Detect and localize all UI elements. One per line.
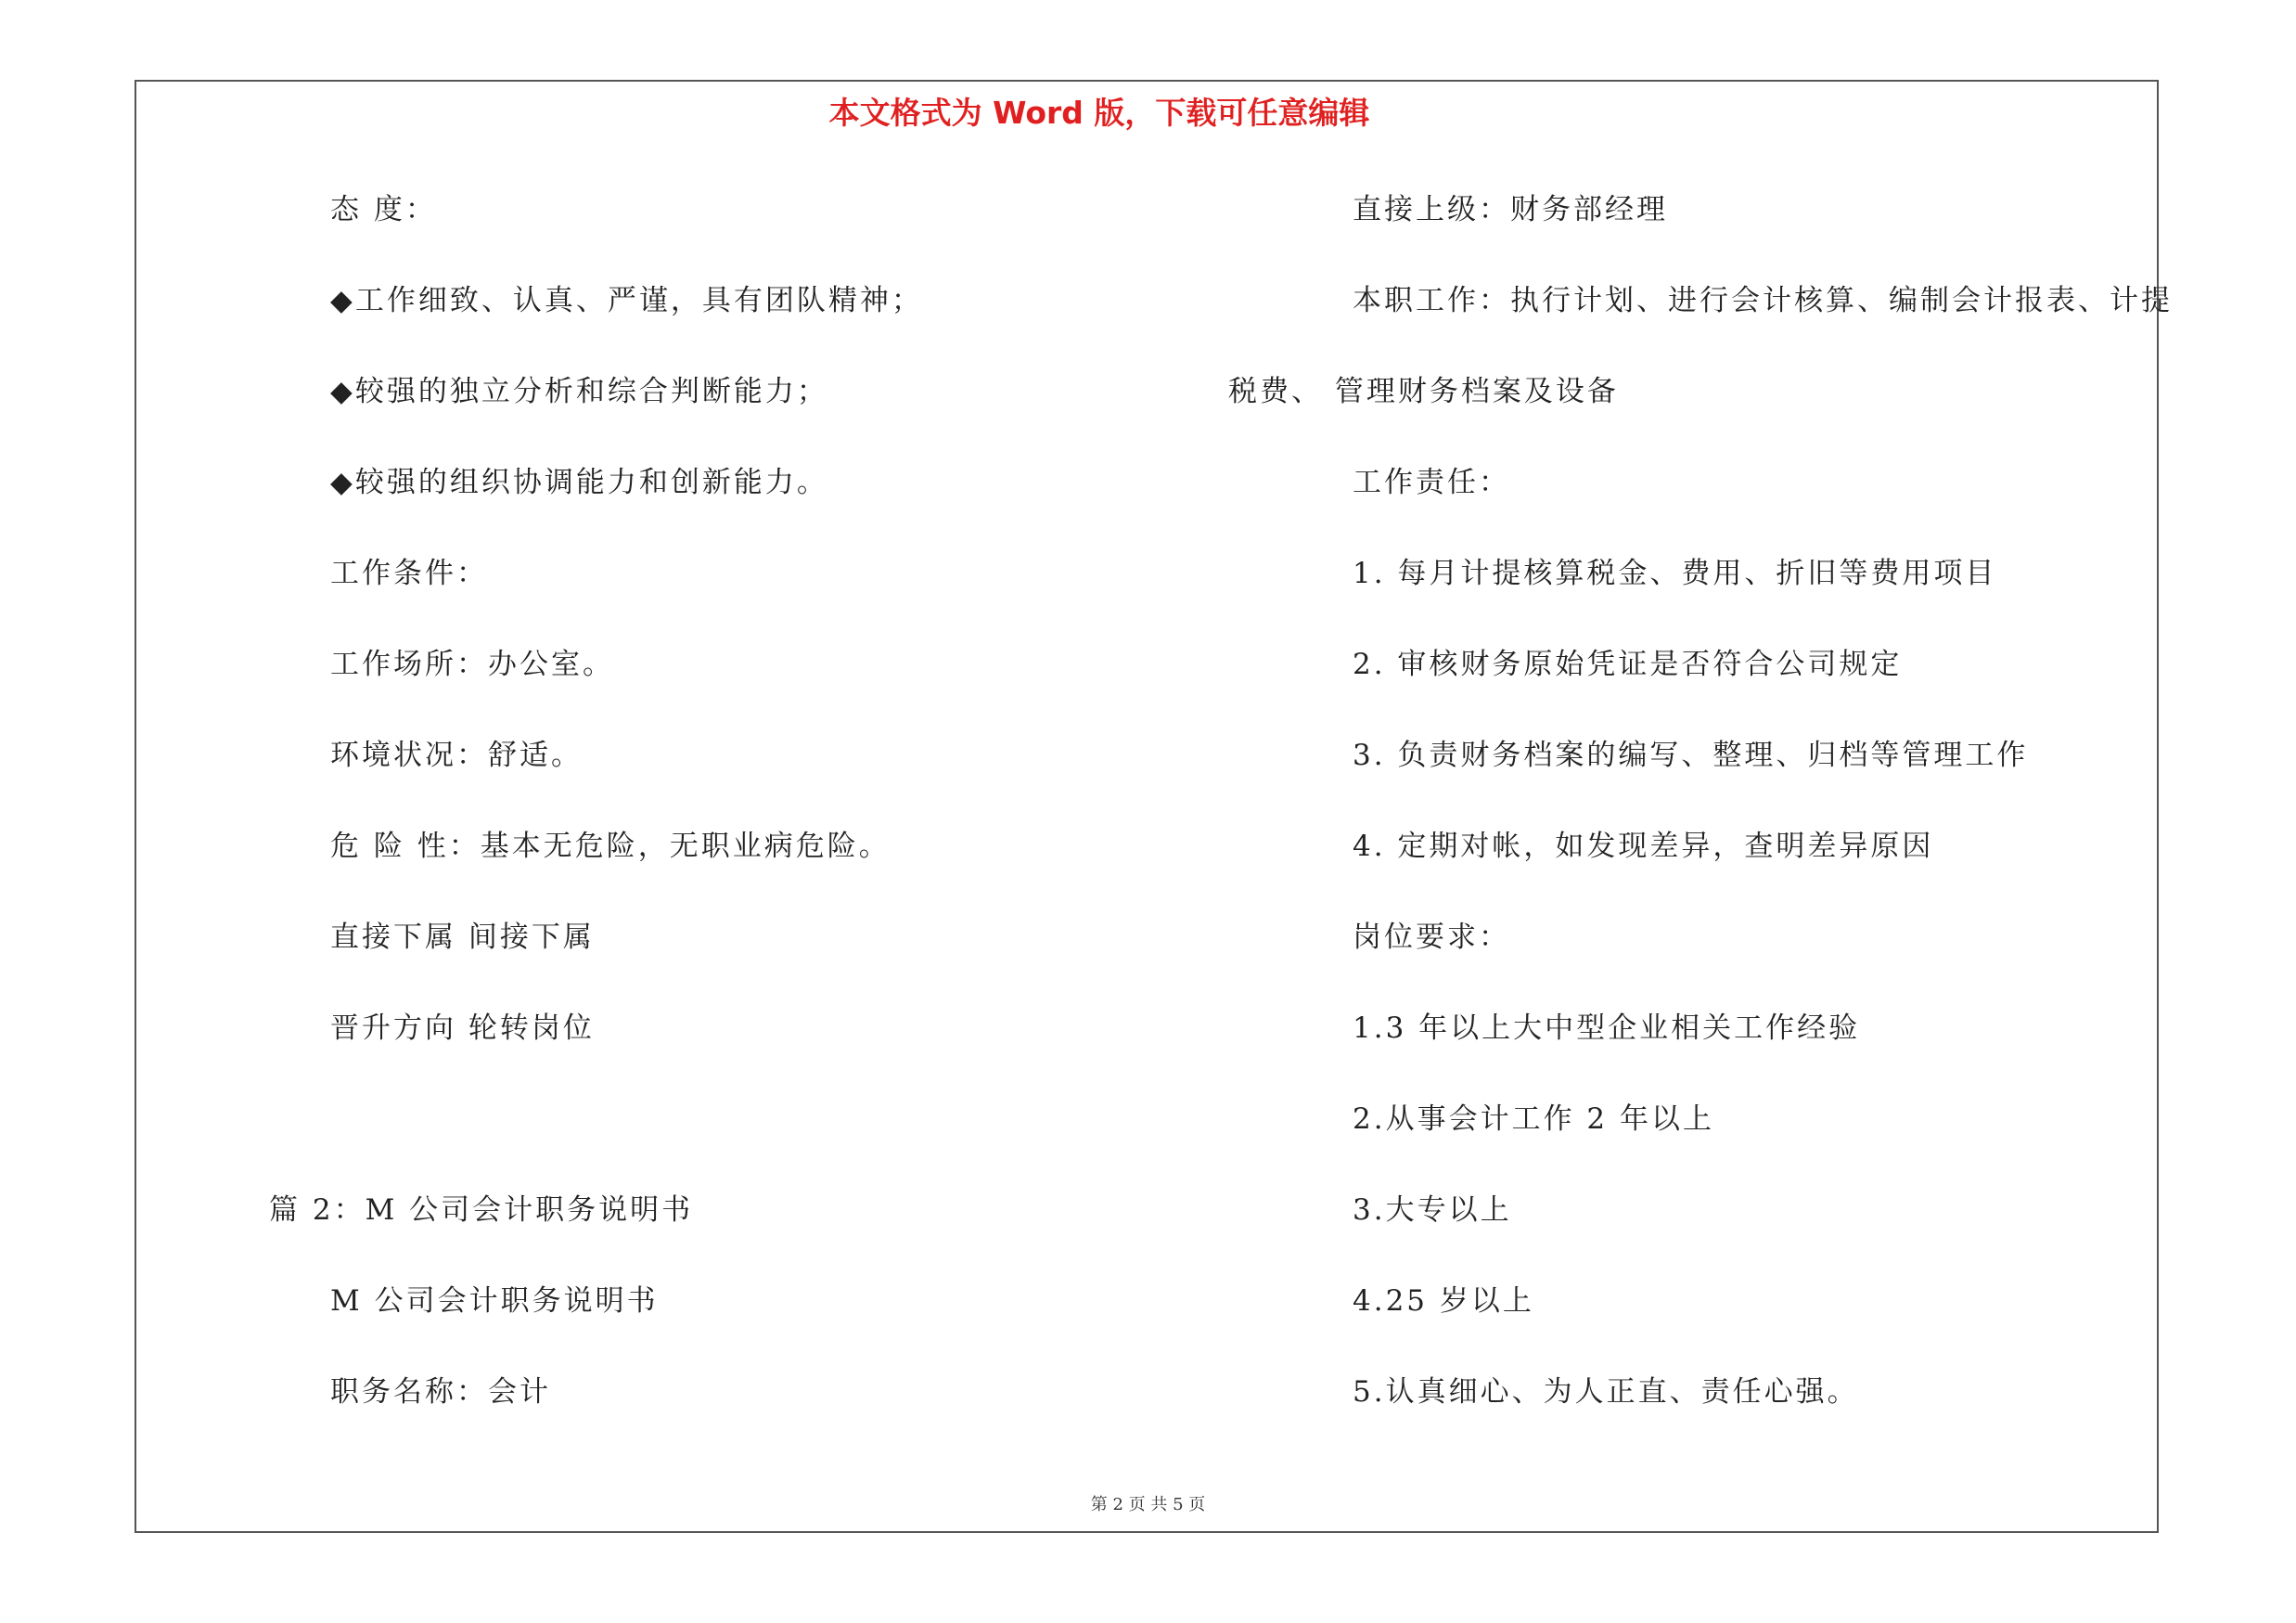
subordinates-line: 直接下属 间接下属 — [330, 921, 595, 954]
requirement-item-3: 3.大专以上 — [1353, 1193, 1512, 1227]
job-duties-continued: 税费、 管理财务档案及设备 — [1228, 375, 1619, 408]
work-location: 工作场所：办公室。 — [330, 648, 614, 681]
document-subtitle: M 公司会计职务说明书 — [330, 1284, 659, 1318]
requirement-item-1: 1.3 年以上大中型企业相关工作经验 — [1353, 1011, 1861, 1045]
responsibility-item-4: 4. 定期对帐，如发现差异，查明差异原因 — [1353, 830, 1934, 863]
direct-supervisor: 直接上级：财务部经理 — [1353, 193, 1668, 226]
attitude-item-coordination: ◆较强的组织协调能力和创新能力。 — [330, 466, 828, 499]
promotion-line: 晋升方向 轮转岗位 — [330, 1011, 595, 1045]
responsibility-item-1: 1. 每月计提核算税金、费用、折旧等费用项目 — [1353, 557, 1997, 590]
job-duties: 本职工作：执行计划、进行会计核算、编制会计报表、计提 — [1353, 284, 2173, 317]
attitude-heading: 态 度： — [330, 193, 437, 226]
responsibilities-heading: 工作责任： — [1353, 466, 1510, 499]
environment-status: 环境状况：舒适。 — [330, 739, 583, 772]
requirement-item-4: 4.25 岁以上 — [1353, 1284, 1534, 1318]
risk-level: 危 险 性：基本无危险，无职业病危险。 — [330, 830, 891, 863]
document-banner: 本文格式为 Word 版，下载可任意编辑 — [828, 95, 1370, 131]
work-conditions-heading: 工作条件： — [330, 557, 488, 590]
section-title: 篇 2：M 公司会计职务说明书 — [269, 1193, 694, 1227]
job-title: 职务名称：会计 — [330, 1375, 551, 1409]
requirement-item-5: 5.认真细心、为人正直、责任心强。 — [1353, 1375, 1859, 1409]
attitude-item-teamwork: ◆工作细致、认真、严谨，具有团队精神； — [330, 284, 923, 317]
requirements-heading: 岗位要求： — [1353, 921, 1510, 954]
attitude-item-analysis: ◆较强的独立分析和综合判断能力； — [330, 375, 828, 408]
requirement-item-2: 2.从事会计工作 2 年以上 — [1353, 1102, 1715, 1136]
responsibility-item-2: 2. 审核财务原始凭证是否符合公司规定 — [1353, 648, 1903, 681]
page-number: 第 2 页 共 5 页 — [1090, 1495, 1206, 1514]
responsibility-item-3: 3. 负责财务档案的编写、整理、归档等管理工作 — [1353, 739, 2029, 772]
